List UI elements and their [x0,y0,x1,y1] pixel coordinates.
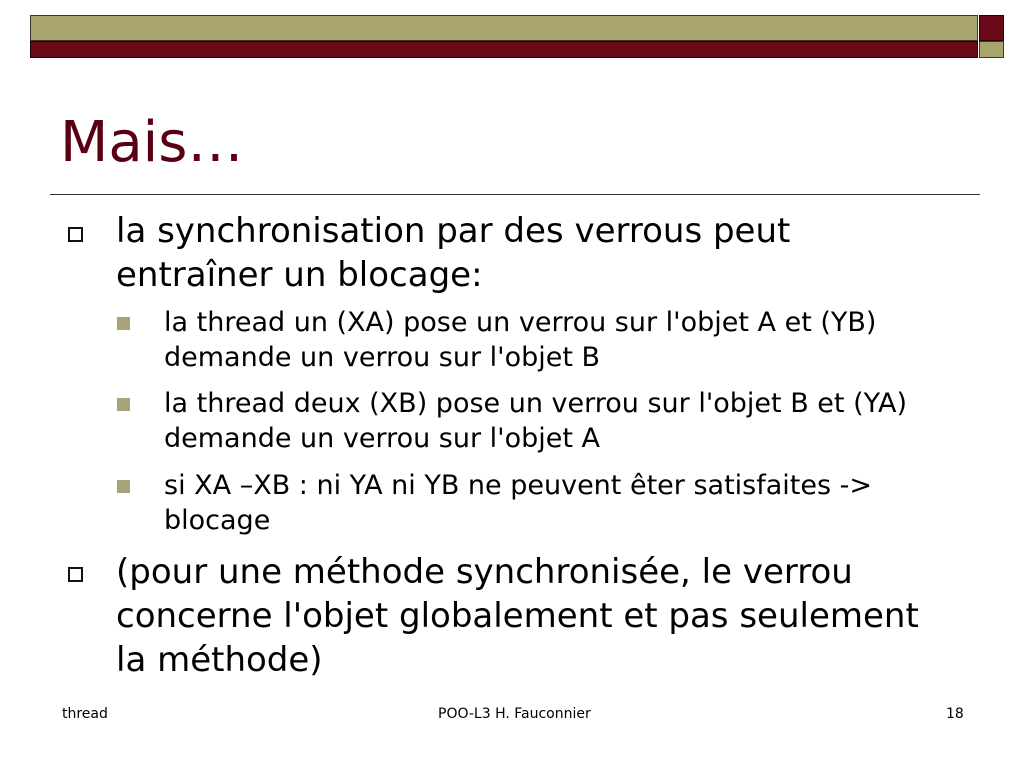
footer-author: POO-L3 H. Fauconnier [438,706,591,722]
hollow-square-bullet-icon [68,227,83,242]
header-square-olive [979,41,1004,58]
header-square-maroon [979,15,1004,41]
title-divider [50,194,980,195]
filled-square-bullet-icon [117,317,130,330]
bullet-level1-item: (pour une méthode synchronisée, le verrou concerne l'objet globalement et pas seulement la méthode) [116,552,919,680]
footer-left-label: thread [62,706,108,722]
bullet-level2-item: la thread un (XA) pose un verrou sur l'objet A et (YB) demande un verrou sur l'objet B [164,307,877,373]
header-bar-maroon [30,41,978,58]
filled-square-bullet-icon [117,480,130,493]
bullet-level2-item: la thread deux (XB) pose un verrou sur l'objet B et (YA) demande un verrou sur l'objet A [164,388,908,454]
hollow-square-bullet-icon [68,567,83,582]
bullet-level2-item: si XA –XB : ni YA ni YB ne peuvent êter satisfaites -> blocage [164,470,872,536]
header-bar-olive [30,15,978,41]
footer-page-number: 18 [946,706,964,722]
slide-title: Mais… [60,110,244,175]
bullet-level1-item: la synchronisation par des verrous peut entraîner un blocage: [116,211,791,295]
filled-square-bullet-icon [117,398,130,411]
